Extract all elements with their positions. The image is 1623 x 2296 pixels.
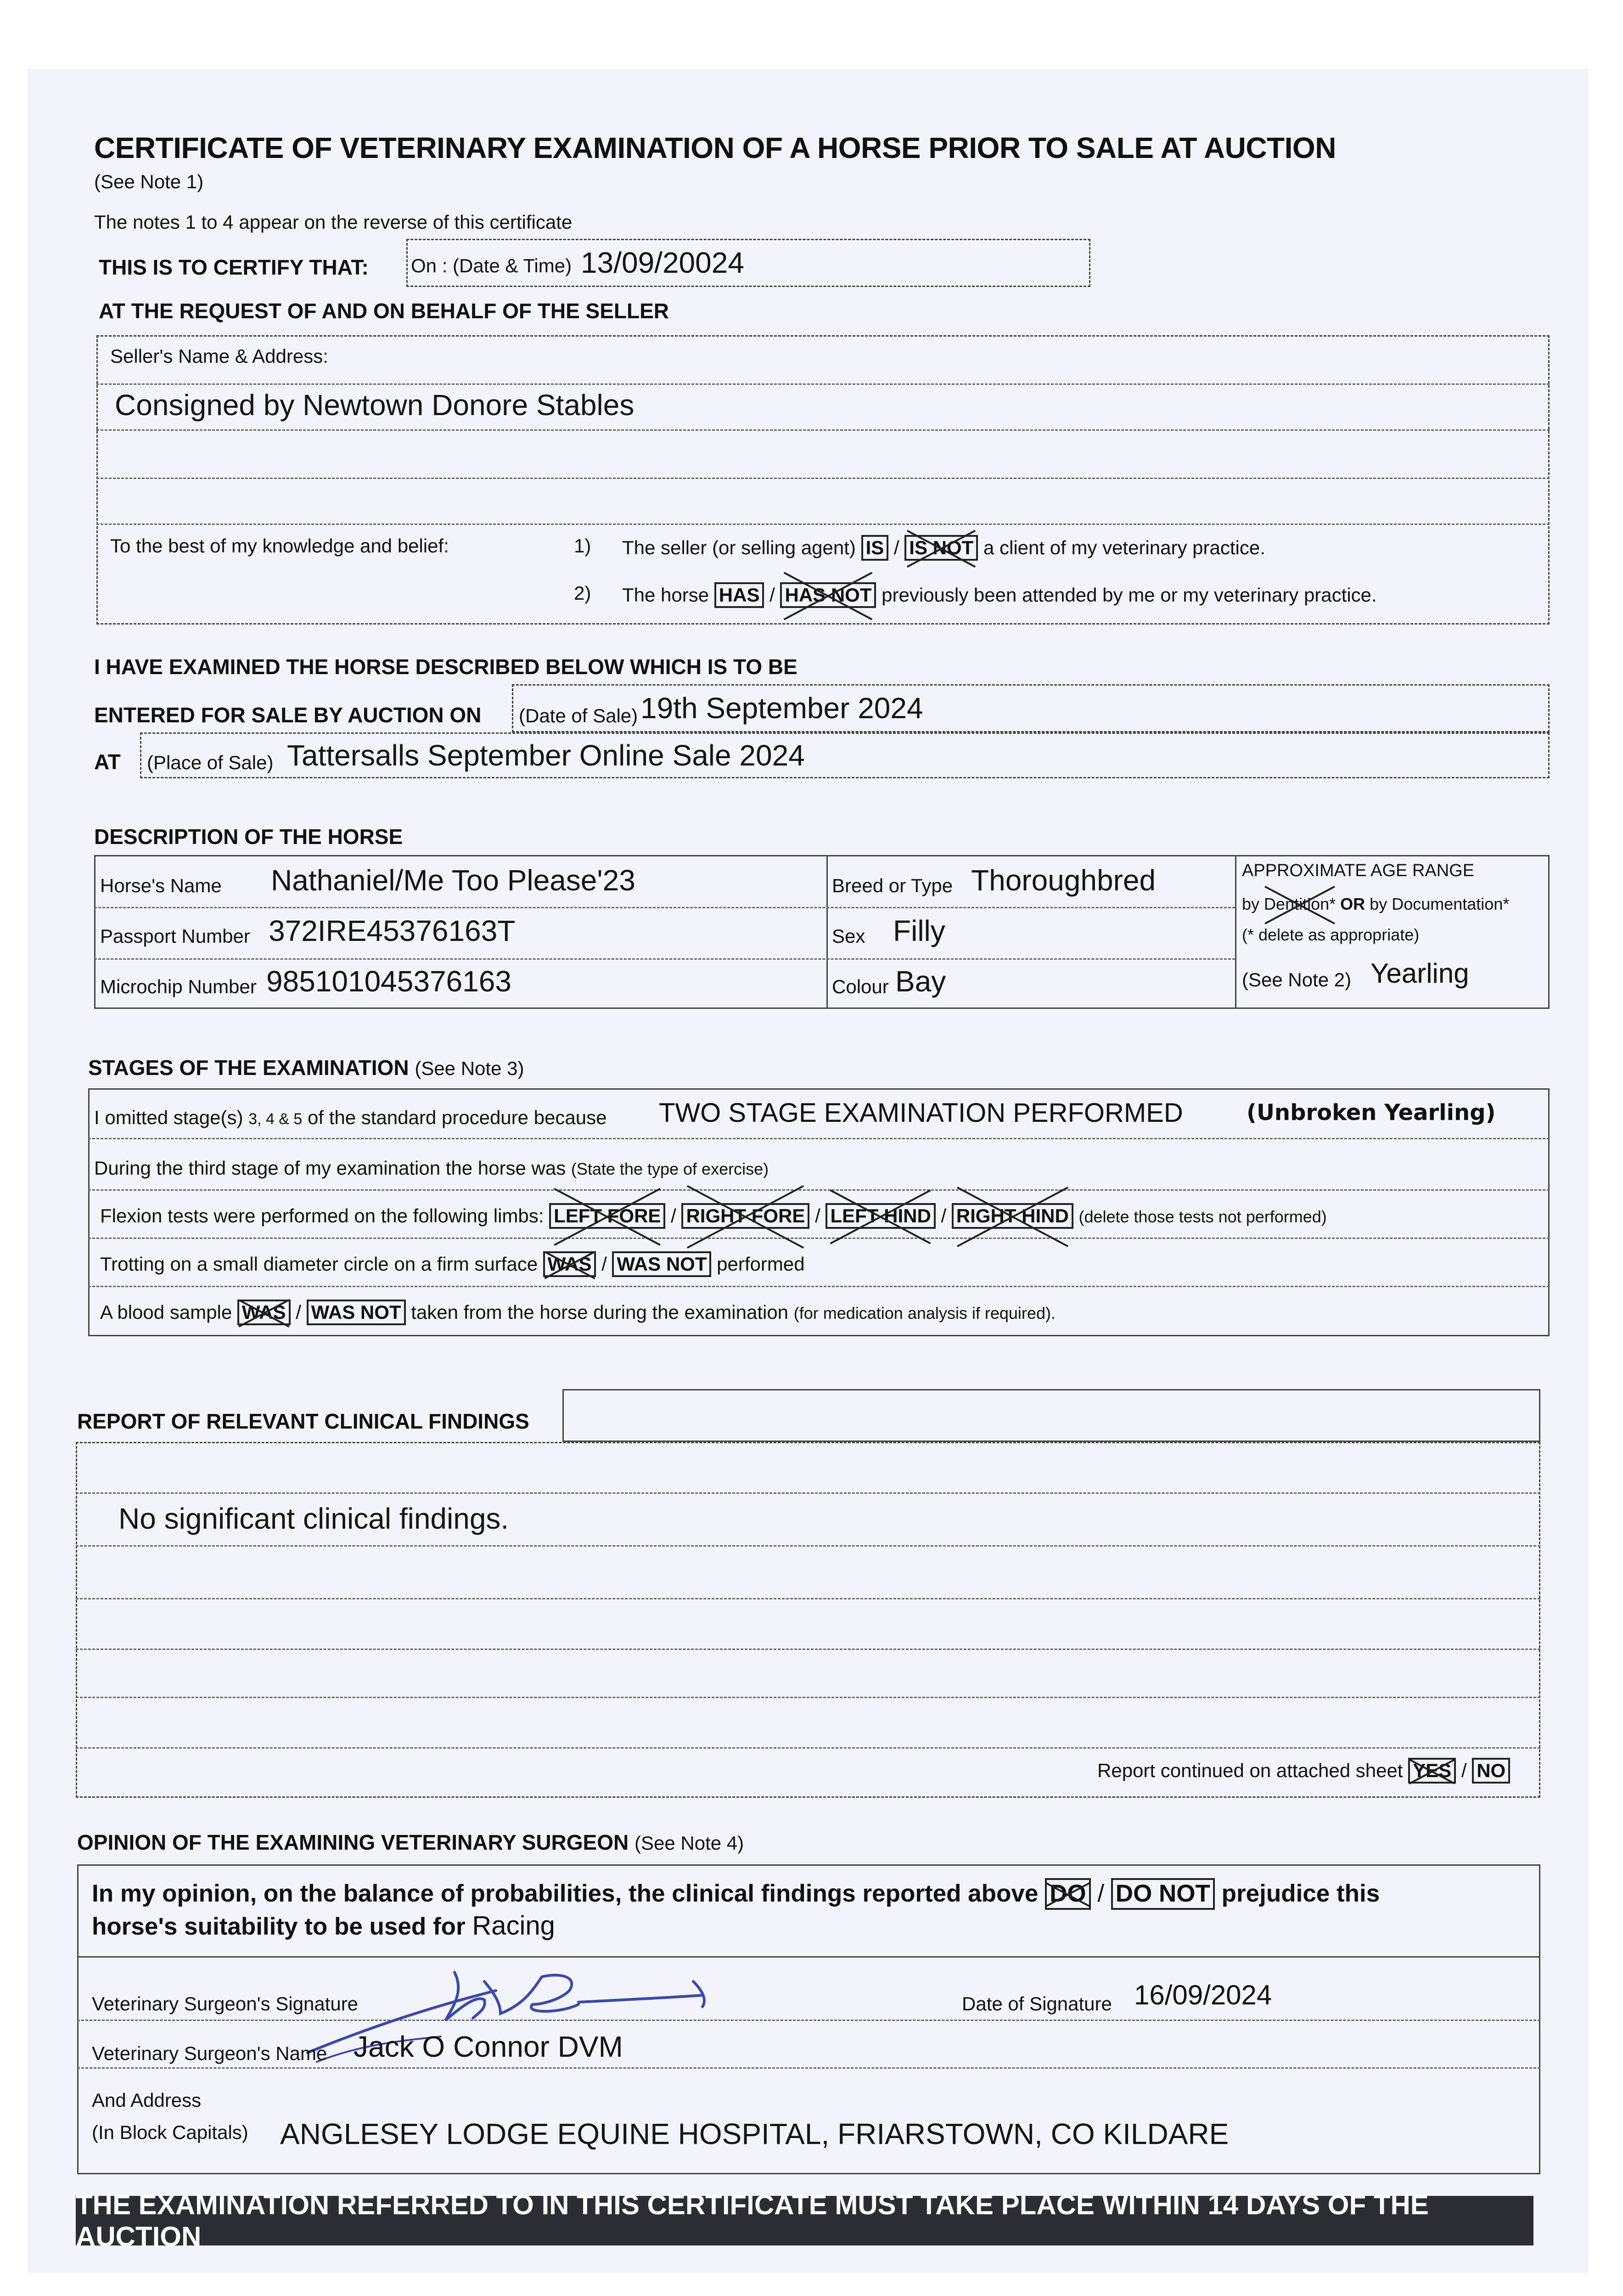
date-of-sale-value: 19th September 2024: [640, 692, 923, 725]
signature-label: Veterinary Surgeon's Signature: [92, 1993, 359, 2015]
stmt1-option-is[interactable]: IS: [861, 535, 889, 561]
sex-label: Sex: [832, 925, 865, 947]
report-continued-label: Report continued on attached sheet: [1097, 1760, 1403, 1781]
report-continued-row: [1097, 1758, 1510, 1784]
omitted-row: [94, 1107, 607, 1129]
separator: /: [1097, 1880, 1105, 1907]
vet-name-label: Veterinary Surgeon's Name: [92, 2043, 327, 2064]
certify-label: THIS IS TO CERTIFY THAT:: [99, 255, 369, 279]
divider: [826, 855, 828, 1009]
divider: [96, 429, 1550, 431]
divider: [96, 383, 1550, 385]
examined-line: I HAVE EXAMINED THE HORSE DESCRIBED BELOW WHICH IS TO BE: [94, 655, 797, 679]
divider: [76, 1747, 1540, 1749]
opinion-note: (See Note 4): [635, 1832, 744, 1854]
flexion-note: (delete those tests not performed): [1078, 1207, 1327, 1226]
trot-option-was-not[interactable]: WAS NOT: [612, 1251, 711, 1277]
report-heading: REPORT OF RELEVANT CLINICAL FINDINGS: [77, 1409, 529, 1433]
age-by: by: [1242, 895, 1260, 913]
divider: [94, 907, 1235, 908]
trot-option-was[interactable]: WAS: [543, 1251, 596, 1277]
opinion-title: OPINION OF THE EXAMINING VETERINARY SURGEON: [77, 1830, 629, 1854]
divider: [88, 1286, 1550, 1287]
divider: [88, 1238, 1550, 1239]
age-see-note: (See Note 2): [1242, 969, 1352, 990]
notes-line: The notes 1 to 4 appear on the reverse of this certificate: [94, 211, 573, 233]
stmt2-option-has[interactable]: HAS: [714, 582, 764, 608]
opinion-line-1: [92, 1878, 1380, 1910]
stmt1-pre: The seller (or selling agent): [622, 537, 856, 558]
at-label: AT: [94, 750, 121, 774]
divider: [76, 1697, 1540, 1698]
stmt2: [622, 582, 1377, 608]
date-of-signature-label: Date of Signature: [962, 1993, 1112, 2015]
age-or: OR: [1340, 895, 1365, 913]
report-box[interactable]: [76, 1442, 1540, 1798]
opinion-heading: [77, 1830, 744, 1855]
stages-title: STAGES OF THE EXAMINATION: [88, 1056, 409, 1080]
on-date-label: On : (Date & Time): [411, 255, 572, 276]
age-option-dentition[interactable]: Dentition*: [1264, 895, 1336, 913]
use-value: Racing: [472, 1911, 555, 1941]
address-label-1: And Address: [92, 2089, 202, 2111]
opinion-option-do-not[interactable]: DO NOT: [1111, 1878, 1215, 1910]
knowledge-label: To the best of my knowledge and belief:: [110, 535, 449, 557]
sex-value: Filly: [893, 914, 945, 947]
third-stage-label: During the third stage of my examination the horse was: [94, 1157, 566, 1179]
age-heading: APPROXIMATE AGE RANGE: [1242, 861, 1475, 880]
stmt2-pre: The horse: [622, 584, 709, 606]
divider: [77, 1956, 1540, 1958]
colour-value: Bay: [895, 965, 946, 998]
separator: /: [893, 537, 899, 558]
age-value: Yearling: [1370, 958, 1469, 989]
place-of-sale-label: (Place of Sale): [147, 752, 274, 773]
certificate-title: CERTIFICATE OF VETERINARY EXAMINATION OF A HORSE PRIOR TO SALE AT AUCTION: [94, 131, 1336, 164]
blood-option-was[interactable]: WAS: [237, 1300, 291, 1325]
divider: [96, 523, 1550, 525]
stmt2-number: 2): [574, 582, 591, 604]
divider: [76, 1545, 1540, 1547]
see-note-1: (See Note 1): [94, 171, 204, 192]
entered-for-sale-label: ENTERED FOR SALE BY AUCTION ON: [94, 703, 482, 727]
stages-heading: [88, 1055, 524, 1080]
report-finding: No significant clinical findings.: [118, 1502, 509, 1535]
microchip-value: 985101045376163: [266, 965, 511, 998]
blood-note: (for medication analysis if required).: [793, 1304, 1056, 1322]
omitted-post: of the standard procedure because: [308, 1107, 607, 1128]
report-option-no[interactable]: NO: [1472, 1758, 1510, 1784]
stmt2-post: previously been attended by me or my veterinary practice.: [882, 584, 1377, 606]
description-heading: DESCRIPTION OF THE HORSE: [94, 825, 403, 849]
flexion-label: Flexion tests were performed on the following limbs:: [100, 1205, 544, 1227]
footer-banner: THE EXAMINATION REFERRED TO IN THIS CERTIFICATE MUST TAKE PLACE WITHIN 14 DAYS OF THE AUCTION: [76, 2196, 1533, 2245]
stmt1-post: a client of my veterinary practice.: [983, 537, 1265, 558]
stmt1-number: 1): [574, 535, 591, 557]
blood-label: A blood sample: [100, 1301, 232, 1323]
separator: /: [1461, 1760, 1467, 1781]
report-option-yes[interactable]: YES: [1408, 1758, 1456, 1784]
address-value: ANGLESEY LODGE EQUINE HOSPITAL, FRIARSTOWN, CO KILDARE: [280, 2117, 1229, 2150]
third-stage-note: (State the type of exercise): [571, 1159, 769, 1178]
age-method: [1242, 895, 1509, 914]
colour-label: Colour: [832, 976, 889, 997]
divider: [88, 1138, 1550, 1139]
place-of-sale-value: Tattersalls September Online Sale 2024: [287, 739, 805, 772]
opinion-line-1-pre: In my opinion, on the balance of probabilities, the clinical findings reported above: [92, 1880, 1039, 1907]
divider: [1235, 855, 1236, 1009]
flexion-right-fore[interactable]: RIGHT FORE: [681, 1203, 809, 1229]
divider: [96, 478, 1550, 479]
passport-value: 372IRE45376163T: [269, 914, 516, 947]
divider: [77, 2020, 1540, 2021]
omitted-pre: I omitted stage(s): [94, 1107, 243, 1128]
separator: /: [769, 584, 775, 606]
horse-name-label: Horse's Name: [100, 875, 222, 896]
date-of-sale-label: (Date of Sale): [519, 705, 638, 726]
flexion-left-fore[interactable]: LEFT FORE: [549, 1203, 665, 1229]
omitted-stages: 3, 4 & 5: [248, 1110, 303, 1128]
third-stage-row: [94, 1157, 769, 1179]
trot-row: [100, 1251, 805, 1277]
date-of-signature-value: 16/09/2024: [1134, 1980, 1272, 2010]
omitted-reason: TWO STAGE EXAMINATION PERFORMED: [659, 1098, 1183, 1128]
stmt1-option-is-not[interactable]: IS NOT: [904, 535, 978, 561]
opinion-line-1-post: prejudice this: [1221, 1880, 1380, 1907]
divider: [76, 1492, 1540, 1494]
seller-name-value: Consigned by Newtown Donore Stables: [115, 388, 635, 422]
stages-note: (See Note 3): [415, 1058, 524, 1079]
breed-value: Thoroughbred: [971, 864, 1156, 897]
divider: [76, 1649, 1540, 1650]
microchip-label: Microchip Number: [100, 976, 257, 997]
age-option-documentation[interactable]: by Documentation*: [1370, 895, 1510, 913]
horse-name-value: Nathaniel/Me Too Please'23: [271, 864, 635, 897]
divider: [77, 2067, 1540, 2069]
divider: [76, 1598, 1540, 1599]
request-line: AT THE REQUEST OF AND ON BEHALF OF THE SELLER: [99, 299, 669, 323]
address-label-2: (In Block Capitals): [92, 2122, 248, 2143]
omitted-reason-extra: (Unbroken Yearling): [1247, 1100, 1496, 1125]
trot-post: performed: [717, 1253, 805, 1275]
separator: /: [815, 1205, 820, 1227]
age-delete-note: (* delete as appropriate): [1242, 925, 1420, 944]
flexion-left-hind[interactable]: LEFT HIND: [826, 1203, 935, 1229]
vet-name-value: Jack O Connor DVM: [354, 2030, 623, 2063]
blood-option-was-not[interactable]: WAS NOT: [307, 1300, 406, 1325]
blood-post: taken from the horse during the examination: [411, 1301, 789, 1323]
passport-label: Passport Number: [100, 925, 250, 947]
flexion-right-hind[interactable]: RIGHT HIND: [952, 1203, 1073, 1229]
divider: [88, 1189, 1550, 1191]
divider: [94, 958, 1235, 960]
stmt2-option-has-not[interactable]: HAS NOT: [780, 582, 876, 608]
blood-row: [100, 1300, 1056, 1325]
seller-name-label: Seller's Name & Address:: [110, 345, 328, 367]
trot-label: Trotting on a small diameter circle on a firm surface: [100, 1253, 538, 1275]
separator: /: [296, 1301, 301, 1323]
separator: /: [941, 1205, 947, 1227]
seller-box: [96, 335, 1550, 625]
breed-label: Breed or Type: [832, 875, 953, 896]
report-heading-box: [562, 1389, 1540, 1442]
separator: /: [601, 1253, 607, 1275]
opinion-line-2: [92, 1910, 555, 1941]
flexion-row: [100, 1203, 1327, 1229]
opinion-option-do[interactable]: DO: [1045, 1878, 1091, 1910]
stmt1: [622, 535, 1265, 561]
on-date-value: 13/09/20024: [581, 246, 744, 279]
opinion-line-2-pre: horse's suitability to be used for: [92, 1913, 466, 1940]
separator: /: [671, 1205, 676, 1227]
